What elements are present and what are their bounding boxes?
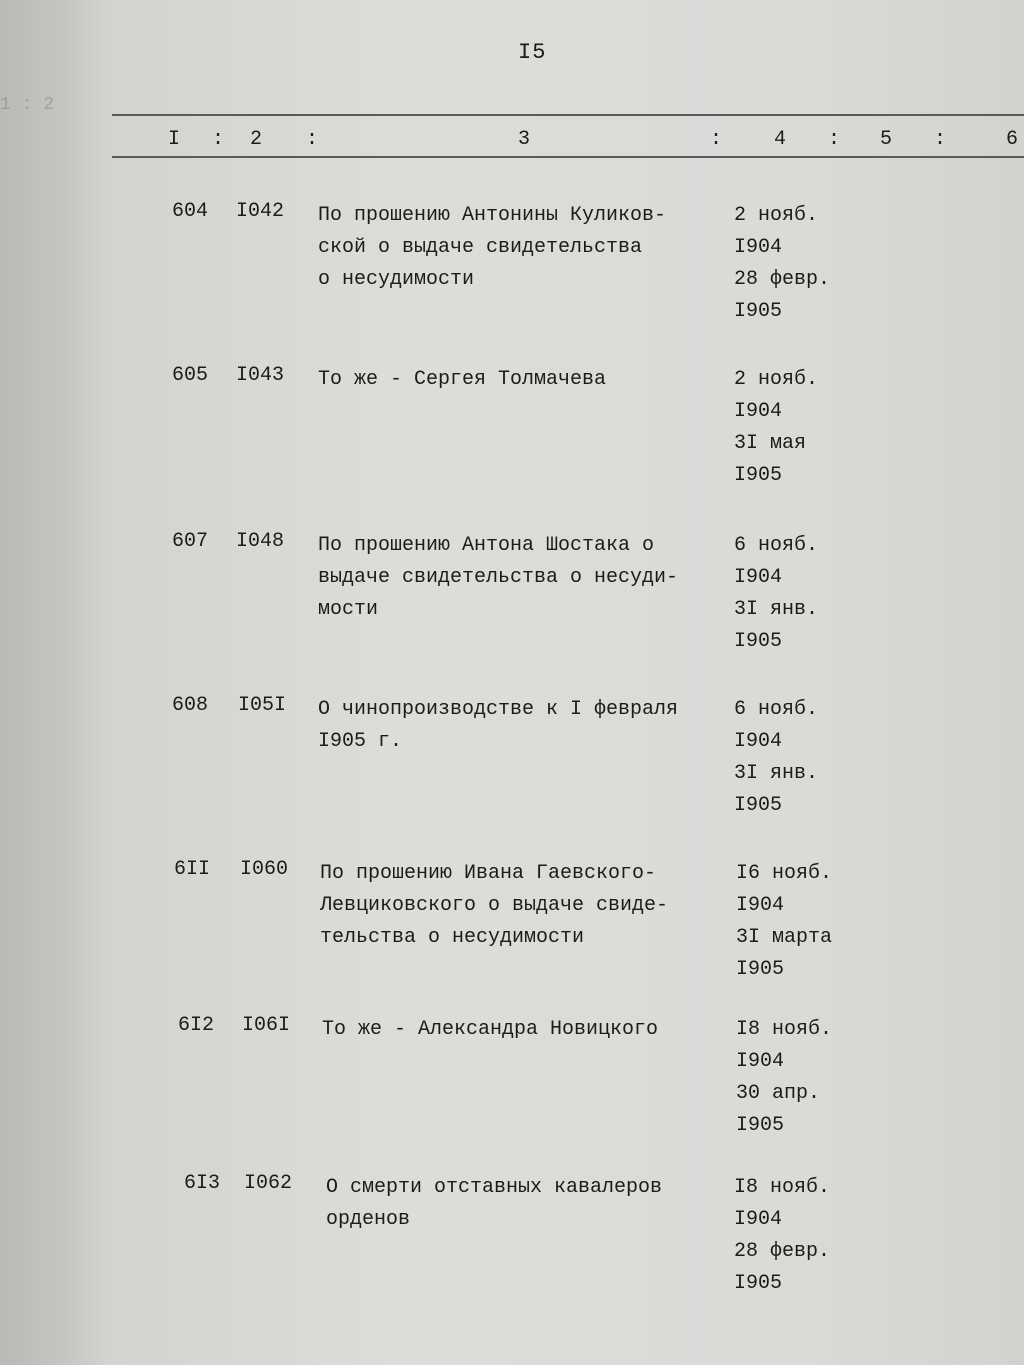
record-start-date: 6 нояб. xyxy=(734,698,819,721)
previous-page-edge: 1 : 2 xyxy=(0,95,55,115)
record-start-date: 2 нояб. xyxy=(734,368,819,391)
header-col-1: I xyxy=(168,128,181,151)
record-dates xyxy=(734,200,864,328)
record-dates xyxy=(736,1014,866,1142)
header-rule-top xyxy=(112,114,1024,116)
record-start-year: I904 xyxy=(734,236,783,259)
record-number: 604 xyxy=(171,200,208,223)
page-number: I5 xyxy=(518,40,547,65)
header-sep-2: : xyxy=(306,128,319,151)
record-end-year: I905 xyxy=(734,630,783,653)
record-number: 608 xyxy=(171,694,208,717)
record-end-date: 3I янв. xyxy=(734,598,819,621)
record-end-date: 3I мая xyxy=(734,432,807,455)
record-title-line: выдаче свидетельства о несуди- xyxy=(318,566,679,589)
record-end-date: 28 февр. xyxy=(734,268,831,291)
record-title-line: О смерти отставных кавалеров xyxy=(326,1176,663,1199)
record-title xyxy=(320,858,720,954)
record-number: 6I3 xyxy=(183,1172,220,1195)
column-header-row xyxy=(0,128,1024,152)
record-start-year: I904 xyxy=(734,1208,783,1231)
record-end-year: I905 xyxy=(734,464,783,487)
record-number: 6I2 xyxy=(177,1014,214,1037)
record-title-line: I905 г. xyxy=(318,730,403,753)
record-title xyxy=(318,694,718,758)
record-number: 607 xyxy=(171,530,208,553)
record-start-year: I904 xyxy=(736,1050,785,1073)
record-file-number: I062 xyxy=(244,1172,293,1195)
header-col-6: 6 xyxy=(1006,128,1019,151)
header-sep-4: : xyxy=(828,128,841,151)
record-end-date: 3I марта xyxy=(736,926,833,949)
header-col-5: 5 xyxy=(880,128,893,151)
record-dates xyxy=(734,694,864,822)
record-title-line: То же - Александра Новицкого xyxy=(322,1018,659,1041)
record-title-line: По прошению Ивана Гаевского- xyxy=(320,862,657,885)
record-start-year: I904 xyxy=(734,730,783,753)
record-end-year: I905 xyxy=(736,958,785,981)
record-start-date: I6 нояб. xyxy=(736,862,833,885)
header-col-2: 2 xyxy=(250,128,263,151)
record-title xyxy=(318,200,718,296)
record-title-line: орденов xyxy=(326,1208,411,1231)
header-sep-1: : xyxy=(212,128,225,151)
record-title-line: По прошению Антонины Куликов- xyxy=(318,204,667,227)
record-title-line: О чинопроизводстве к I февраля xyxy=(318,698,679,721)
record-file-number: I043 xyxy=(236,364,285,387)
record-start-year: I904 xyxy=(736,894,785,917)
record-title xyxy=(318,364,718,396)
record-end-year: I905 xyxy=(734,1272,783,1295)
record-dates xyxy=(734,1172,864,1300)
record-file-number: I042 xyxy=(236,200,285,223)
record-start-year: I904 xyxy=(734,566,783,589)
record-start-date: I8 нояб. xyxy=(736,1018,833,1041)
header-sep-5: : xyxy=(934,128,947,151)
record-file-number: I05I xyxy=(238,694,287,717)
record-end-date: 30 апр. xyxy=(736,1082,821,1105)
record-file-number: I048 xyxy=(236,530,285,553)
header-rule-bottom xyxy=(112,156,1024,158)
record-title-line: тельства о несудимости xyxy=(320,926,585,949)
record-end-year: I905 xyxy=(734,794,783,817)
record-start-date: 6 нояб. xyxy=(734,534,819,557)
record-end-year: I905 xyxy=(736,1114,785,1137)
record-dates xyxy=(734,364,864,492)
record-end-date: 28 февр. xyxy=(734,1240,831,1263)
header-sep-3: : xyxy=(710,128,723,151)
record-title xyxy=(322,1014,722,1046)
record-end-year: I905 xyxy=(734,300,783,323)
record-number: 6II xyxy=(173,858,210,881)
record-dates xyxy=(734,530,864,658)
record-title-line: о несудимости xyxy=(318,268,475,291)
record-start-year: I904 xyxy=(734,400,783,423)
record-dates xyxy=(736,858,866,986)
record-title xyxy=(326,1172,726,1236)
header-col-3: 3 xyxy=(518,128,531,151)
record-file-number: I06I xyxy=(242,1014,291,1037)
header-col-4: 4 xyxy=(774,128,787,151)
record-title-line: мости xyxy=(318,598,379,621)
record-title xyxy=(318,530,718,626)
record-start-date: 2 нояб. xyxy=(734,204,819,227)
record-title-line: То же - Сергея Толмачева xyxy=(318,368,607,391)
record-end-date: 3I янв. xyxy=(734,762,819,785)
record-title-line: Левциковского о выдаче свиде- xyxy=(320,894,669,917)
record-number: 605 xyxy=(171,364,208,387)
record-start-date: I8 нояб. xyxy=(734,1176,831,1199)
record-file-number: I060 xyxy=(240,858,289,881)
record-title-line: По прошению Антона Шостака о xyxy=(318,534,655,557)
record-title-line: ской о выдаче свидетельства xyxy=(318,236,643,259)
